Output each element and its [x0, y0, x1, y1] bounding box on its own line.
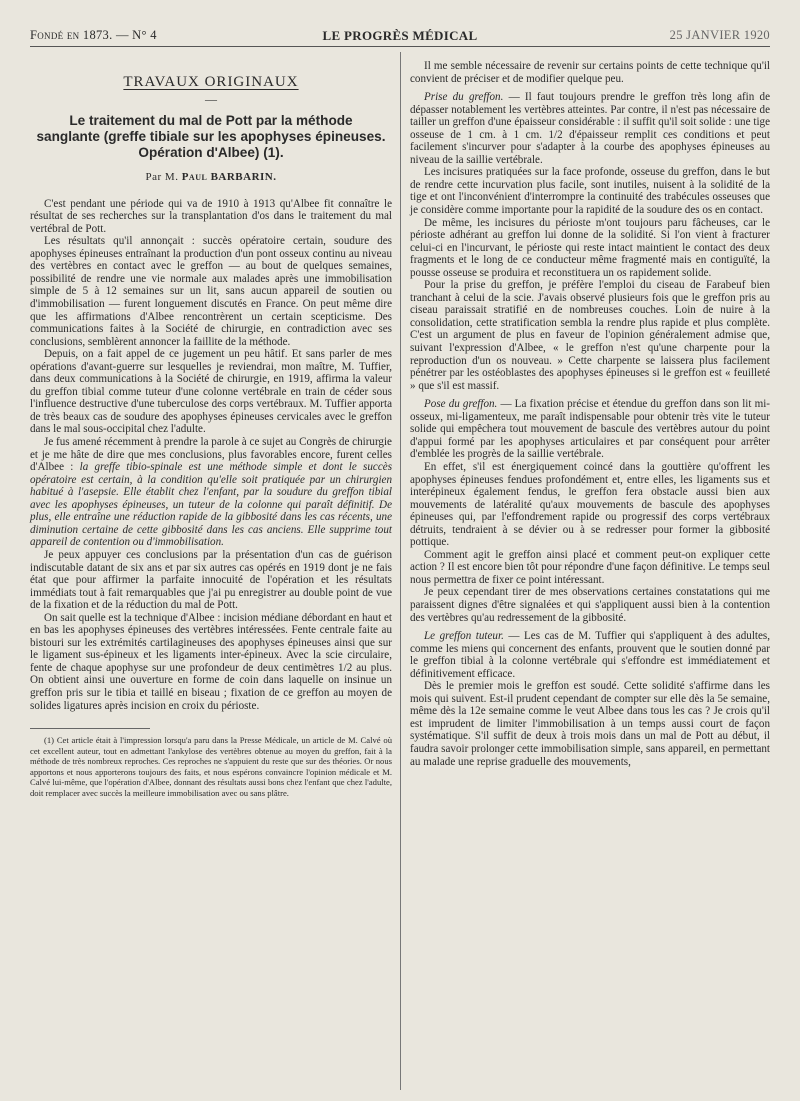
paragraph — [410, 60, 770, 85]
paragraph-text: — Les cas de M. Tuffier qui s'appliquent à des adultes, comme les miens qui concernent des enfants, prouvent que le soutien donné par le greffon tibial à la colonne vertébrale qui s'effondre est immédiatement et définitivement efficace. — [410, 630, 770, 680]
issue-date: 25 JANVIER 1920 — [669, 28, 770, 42]
journal-title: LE PROGRÈS MÉDICAL — [322, 28, 478, 43]
footnote: (1) Cet article était à l'impression lorsqu'a paru dans la Presse Médicale, un article de M. Calvé où cet excellent auteur, tout en admettant l'ankylose des vertèbres obtenue au moyen du greffon, fait à la méthode de très nombreux reproches. Ces reproches ne s'appuient du reste que sur des théories. Or nous apportons et nous apporterons toujours des faits, et nous espérons convaincre l'opinion médicale et M. Calvé lui-même, que l'opération d'Albee, donnant des résultats aussi bons chez l'enfant que chez l'adulte, doit remplacer avec succès la meilleure immobilisation avec ou sans plâtre. — [30, 735, 392, 799]
running-header — [30, 28, 770, 47]
paragraph — [410, 586, 770, 624]
paragraph: Je peux appuyer ces conclusions par la présentation d'un cas de guérison indiscutable datant de six ans et par six autres cas opérés en 1919 dont je ne fais état que pour affirmer la parfaite innocuité de l'opération et les résultats immédiats tout à fait remarquables que j'ai pu enregistrer au double point de vue de la fixation et de la réduction du mal de Pott. — [30, 548, 392, 612]
paragraph — [30, 436, 392, 549]
paragraph-text: De même, les incisures du périoste m'ont toujours paru fâcheuses, car le périoste adhérant au greffon lui donne de la solidité. Si l'on vient à fracturer celui-ci en l'incurvant, le périoste qui reste intact maintient le contact des deux fragments et le long de ce conducteur même fragmenté mais en contiguïté, la pousse osseuse se produira et reconstituera un os rapidement solide. — [410, 216, 770, 279]
byline-author: Paul BARBARIN. — [181, 171, 277, 184]
paragraph-text: — Il faut toujours prendre le greffon très long afin de dépasser notablement les vertèbres atteintes. Par contre, il n'est pas nécessaire de tailler un greffon d'une épaisseur considérable : il suffit qu'il soit solide : une tige osseuse de 1 cm. à 1 cm. 1/2 d'épaisseur remplit ces conditions et peut facilement s'incurver pour s'adapter à la courbe des apophyses épineuses au niveau de la saillie vertébrale. — [410, 91, 771, 166]
paragraph: C'est pendant une période qui va de 1910 à 1913 qu'Albee fit connaître le résultat de ses recherches sur la transplantation d'os dans le traitement du mal vertébral de Pott. — [30, 197, 392, 235]
column-divider — [400, 52, 401, 1090]
paragraph: On sait quelle est la technique d'Albee : incision médiane débordant en haut et en bas les apophyses épineuses des vertèbres intéressées. Fente centrale faite au bistouri sur les extrémités cartilagineuses des apophyses épineuses ainsi que sur le ligament sus-épineux et les ligaments inter-épineux. Avec la scie circulaire, fente de chaque apophyse sur une profondeur de deux centimètres 1/2 au plus. On obtient ainsi une ouverture en forme de coin dans laquelle on insinue un greffon pris sur le tibia et taillé en biseau ; fixation de ce greffon au moyen de solides ligatures après incision en croix du périoste. — [30, 611, 392, 712]
paragraph — [410, 398, 770, 461]
paragraph-text: Les incisures pratiquées sur la face profonde, osseuse du greffon, dans le but de rendre cette incurvation plus facile, sont inutiles, nuisent à la solidité de la tige et ont l'inconvénient d'interrompre la continuité des trabécules osseuses que je considère comme importante pour la rapidité de la soudure des os en contact. — [410, 166, 770, 217]
paragraph-text: — La fixation précise et étendue du greffon dans son lit mi-osseux, mi-ligamenteux, me paraît indispensable pour obtenir très vite le tuteur solide qui empêchera tout mouvement de bascule des vertèbres autour du point d'appui formé par les apophyses articulaires et par conséquent pour arrêter d'emblée les progrès de la saillie vertébrale. — [410, 398, 770, 461]
footnote-divider — [30, 728, 150, 729]
article-title: Le traitement du mal de Pott par la méthode sanglante (greffe tibiale sur les apophyses épineuses. Opération d'Albee) (1). — [36, 113, 386, 161]
paragraph — [410, 91, 770, 166]
paragraph-text: Pour la prise du greffon, je préfère l'emploi du ciseau de Farabeuf bien tranchant à celui de la scie. J'avais observé plusieurs fois que le greffon pris au ciseau paraissait stratifié en de nombreuses couches. Loin de nuire à la consolidation, cette stratification sembla la rendre plus rapide et plus complète. C'est un argument de plus en faveur de l'opinion généralement admise que, suivant l'expression d'Albee, « le greffon n'est qu'une charpente pour la reproduction d'un os nouveau. » Cette charpente se laissera plus facilement pénétrer par les ostéoblastes des apophyses épineuses si le greffon est « feuilleté » que s'il est massif. — [410, 279, 770, 392]
byline-prefix: Par M. — [145, 171, 179, 184]
founding-issue-label: Fondé en 1873. — N° 4 — [30, 28, 157, 42]
right-column — [410, 60, 770, 768]
paragraph — [410, 461, 770, 549]
section-heading: TRAVAUX ORIGINAUX — [123, 74, 299, 90]
paragraph: Depuis, on a fait appel de ce jugement un peu hâtif. Et sans parler de mes opérations d'avant-guerre sur lesquelles je reviendrai, mon maître, M. Tuffier, dans deux communications à la Société de chirurgie, en 1919, affirma la valeur du greffon tibial comme tuteur d'une colonne vertébrale en train de céder sous l'influence destructive d'une tuberculose des corps vertébraux. M. Tuffier apporta de très beaux cas de soudure des apophyses épineuses cervicales avec le greffon dans le mal sous-occipital chez l'adulte. — [30, 348, 392, 436]
paragraph — [410, 166, 770, 216]
paragraph-text: Je peux cependant tirer de mes observations certaines constatations qui me paraissent dignes d'être signalées et qui s'appliquent aussi bien à la contention des vertèbres qu'au redressement de la gibbosité. — [410, 586, 770, 624]
subsection-lead: Pose du greffon. — [424, 398, 498, 411]
paragraph — [410, 549, 770, 587]
paragraph-text: Comment agit le greffon ainsi placé et comment peut-on expliquer cette action ? Il est encore bien tôt pour répondre d'une façon définitive. Le temps seul nous permettra de fixer ce point intéressant. — [410, 548, 770, 586]
subsection-lead: Prise du greffon. — [424, 91, 504, 104]
left-column — [30, 60, 392, 799]
paragraph-text: En effet, s'il est énergiquement coincé dans la gouttière qu'offrent les apophyses épineuses fendues profondément et, entre elles, les ligaments sus et interépineux également fendus, le greffon fera obstacle aussi bien aux mouvements de latéralité qu'aux mouvements de bascule des apophyses épineuses qui, par l'effondrement rapide ou progressif des corps vertébraux détruits, tendraient à se dévier ou à se redresser pour former la gibbosité pottique. — [410, 460, 770, 549]
subsection-lead: Le greffon tuteur. — [424, 630, 504, 643]
paragraph — [410, 217, 770, 280]
paragraph — [410, 630, 770, 680]
paragraph: Les résultats qu'il annonçait : succès opératoire certain, soudure des apophyses épineuses entraînant la production d'un pont osseux continu au niveau des vertèbres en contact avec le greffon — au bout de quelques semaines, possibilité de rendre une vie normale aux malades après une immobilisation simple de 5 à 12 semaines sur un lit, sans aucun appareil de soutien ou d'immobilisation — furent longuement discutés en France. On peut même dire que les affirmations d'Albee rencontrèrent un certain scepticisme. Des communications faites à la Société de chirurgie, en contradiction avec ses conclusions, semblèrent annoncer la faillite de la méthode. — [30, 235, 392, 348]
paragraph — [410, 680, 770, 768]
paragraph — [410, 279, 770, 392]
quoted-conclusion: la greffe tibio-spinale est une méthode simple et dont le succès opératoire est certain, à la condition qu'elle soit pratiquée par un chirurgien habitué à l'asepsie. Elle établit chez l'enfant, par la soudure du greffon tibial avec les apophyses épineuses, un tuteur de la colonne qui paraît définitif. De plus, elle entraîne une réduction rapide de la gibbosité dans les cas récents, une diminution certaine de cette gibbosité dans les cas anciens. Elle supprime tout appareil de contention ou d'immobilisation. — [30, 461, 393, 549]
byline — [30, 171, 392, 184]
paragraph-text: Je fus amené récemment à prendre la parole à ce sujet au Congrès de chirurgie et je me hâte de dire que mes conclusions, plus favorables encore, furent celles d'Albee : — [30, 436, 392, 474]
paragraph-text: Dès le premier mois le greffon est soudé. Cette solidité s'affirme dans les mois qui suivent. Est-il prudent cependant de compter sur elle dès la 5e semaine, même dès la 12e semaine comme le veut Albee dans tous les cas ? Je crois qu'il est imprudent de limiter l'immobilisation à un temps aussi court de façon systématique. S'il suffit de deux à trois mois dans un mal de Pott au début, il faudra savoir prolonger cette immobilisation simple, sans appareil, en permettant au malade une reprise graduelle des mouvements, — [410, 680, 770, 768]
paragraph-text: Il me semble nécessaire de revenir sur certains points de cette technique qu'il convient de préciser et de modifier quelque peu. — [410, 60, 770, 85]
section-dash: — — [205, 91, 217, 106]
